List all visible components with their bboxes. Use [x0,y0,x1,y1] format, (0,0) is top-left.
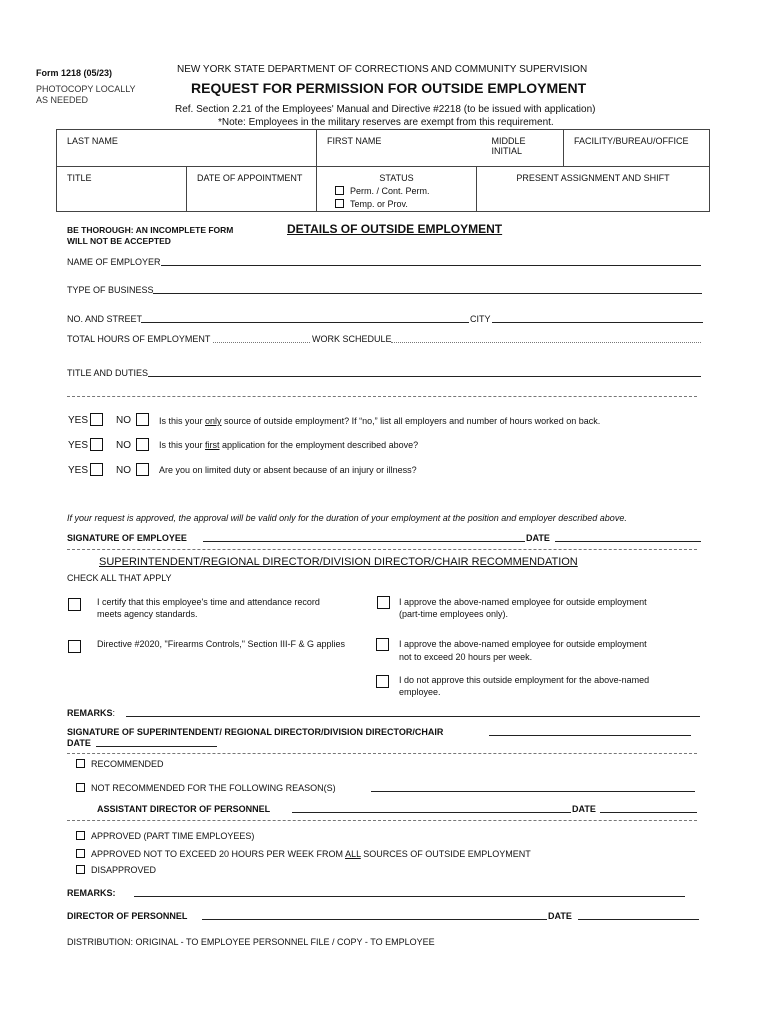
certify-text-line1: I certify that this employee's time and attendance record [97,597,320,607]
q2-no-checkbox[interactable] [136,438,149,451]
signature-employee-line[interactable] [203,541,525,542]
asst-director-line[interactable] [292,812,571,813]
directive-text: Directive #2020, "Firearms Controls," Section III-F & G applies [97,639,345,649]
photocopy-note-line2: AS NEEDED [36,95,89,105]
separator-3 [67,753,697,754]
recommendation-heading: SUPERINTENDENT/REGIONAL DIRECTOR/DIVISION DIRECTOR/CHAIR RECOMMENDATION [99,556,578,568]
q2-no-label: NO [116,440,131,451]
work-schedule-label: WORK SCHEDULE [312,334,392,344]
asst-director-label: ASSISTANT DIRECTOR OF PERSONNEL [97,804,271,814]
department-name: NEW YORK STATE DEPARTMENT OF CORRECTIONS AND COMMUNITY SUPERVISION [177,64,588,75]
director-personnel-line[interactable] [202,919,547,920]
title-duties-label: TITLE AND DUTIES [67,368,149,378]
director-date-label: DATE [548,911,572,921]
not-recommended-reason-line[interactable] [371,791,695,792]
status-option-temp[interactable]: Temp. or Prov. [327,199,466,209]
form-title: REQUEST FOR PERMISSION FOR OUTSIDE EMPLOYMENT [191,80,587,96]
not-approve-line1: I do not approve this outside employment for the above-named [399,675,650,685]
question-1: Is this your only source of outside employment? If “no,” list all employers and number of hours worked on back. [159,416,601,426]
business-type-line[interactable] [153,293,702,294]
check-all-label: CHECK ALL THAT APPLY [67,573,172,583]
title-field[interactable] [57,167,187,212]
separator-2 [67,549,697,550]
title-label: TITLE [67,173,92,183]
total-hours-line[interactable] [213,342,310,343]
director-date-line[interactable] [578,919,699,920]
distribution-note: DISTRIBUTION: ORIGINAL - TO EMPLOYEE PERSONNEL FILE / COPY - TO EMPLOYEE [67,937,435,947]
employer-name-label: NAME OF EMPLOYER [67,257,161,267]
employer-name-line[interactable] [161,265,701,266]
present-assignment-field[interactable] [477,167,710,212]
employee-info-grid [56,129,710,212]
thorough-warning-line2: WILL NOT BE ACCEPTED [67,236,171,246]
reference-text: Ref. Section 2.21 of the Employees' Manual and Directive #2218 (to be issued with application) [175,104,596,115]
first-name-field[interactable] [317,130,482,167]
street-line[interactable] [141,322,469,323]
approve-20-line2: not to exceed 20 hours per week. [399,652,533,662]
remarks-line-1[interactable] [126,716,700,717]
approve-parttime-line2: (part-time employees only). [399,609,509,619]
not-recommended-checkbox[interactable] [76,783,85,792]
approved-20-option[interactable]: APPROVED NOT TO EXCEED 20 HOURS PER WEEK FROM ALL SOURCES OF OUTSIDE EMPLOYMENT [76,849,531,859]
temp-checkbox[interactable] [335,199,344,208]
city-label: CITY [470,314,491,324]
street-label: NO. AND STREET [67,314,143,324]
last-name-label: LAST NAME [67,136,118,146]
first-name-label: FIRST NAME [327,136,382,146]
approved-parttime-checkbox[interactable] [76,831,85,840]
facility-label: FACILITY/BUREAU/OFFICE [574,136,689,146]
employee-date-line[interactable] [555,541,701,542]
approve-parttime-checkbox[interactable] [377,596,390,609]
status-option-perm[interactable]: Perm. / Cont. Perm. [327,186,466,196]
photocopy-note-line1: PHOTOCOPY LOCALLY [36,84,136,94]
q2-yes-label: YES [68,440,89,451]
asst-director-date-label: DATE [572,804,596,814]
recommended-option[interactable]: RECOMMENDED [76,759,164,769]
not-approve-checkbox[interactable] [376,675,389,688]
business-type-label: TYPE OF BUSINESS [67,285,154,295]
asst-director-date-line[interactable] [600,812,697,813]
middle-initial-field[interactable] [482,130,564,167]
form-number: Form 1218 (05/23) [36,68,113,78]
date-of-appointment-field[interactable] [187,167,317,212]
q3-no-label: NO [116,465,131,476]
q3-yes-label: YES [68,465,89,476]
director-personnel-label: DIRECTOR OF PERSONNEL [67,911,188,921]
not-recommended-option[interactable]: NOT RECOMMENDED FOR THE FOLLOWING REASON(S) [76,783,336,793]
separator-4 [67,820,697,821]
recommended-checkbox[interactable] [76,759,85,768]
approve-20-line1: I approve the above-named employee for outside employment [399,639,647,649]
status-label: STATUS [379,173,414,183]
approved-20-checkbox[interactable] [76,849,85,858]
remarks-line-2[interactable] [134,896,685,897]
disapproved-option[interactable]: DISAPPROVED [76,865,156,875]
q3-yes-checkbox[interactable] [90,463,103,476]
disapproved-checkbox[interactable] [76,865,85,874]
superintendent-date-label: DATE [67,738,91,748]
remarks-label-1: REMARKS: [67,708,116,718]
perm-checkbox[interactable] [335,186,344,195]
certify-text-line2: meets agency standards. [97,609,198,619]
approved-parttime-option[interactable]: APPROVED (PART TIME EMPLOYEES) [76,831,254,841]
separator-1 [67,396,697,397]
directive-checkbox[interactable] [68,640,81,653]
work-schedule-line[interactable] [391,342,701,343]
certify-checkbox[interactable] [68,598,81,611]
q1-no-label: NO [116,415,131,426]
approve-parttime-line1: I approve the above-named employee for outside employment [399,597,647,607]
details-heading: DETAILS OF OUTSIDE EMPLOYMENT [287,222,503,236]
employee-date-label: DATE [526,533,550,543]
approval-note: If your request is approved, the approval will be valid only for the duration of your employment at the position and employer described above. [67,513,627,523]
total-hours-label: TOTAL HOURS OF EMPLOYMENT [67,334,211,344]
status-field [317,167,477,212]
q3-no-checkbox[interactable] [136,463,149,476]
question-2: Is this your first application for the employment described above? [159,440,419,450]
q1-yes-label: YES [68,415,89,426]
last-name-field[interactable] [57,130,317,167]
facility-field[interactable] [564,130,710,167]
sig-superintendent-label: SIGNATURE OF SUPERINTENDENT/ REGIONAL DIRECTOR/DIVISION DIRECTOR/CHAIR [67,727,444,737]
superintendent-date-line[interactable] [96,746,217,747]
signature-employee-label: SIGNATURE OF EMPLOYEE [67,533,187,543]
date-of-appointment-label: DATE OF APPOINTMENT [197,173,303,183]
approve-20-checkbox[interactable] [376,638,389,651]
sig-superintendent-line[interactable] [489,735,691,736]
q2-yes-checkbox[interactable] [90,438,103,451]
military-note: *Note: Employees in the military reserves are exempt from this requirement. [218,117,554,128]
city-line[interactable] [492,322,703,323]
remarks-label-2: REMARKS: [67,888,116,898]
thorough-warning-line1: BE THOROUGH: AN INCOMPLETE FORM [67,225,234,235]
not-approve-line2: employee. [399,687,441,697]
middle-initial-label: MIDDLE INITIAL [491,136,526,156]
title-duties-line[interactable] [148,376,701,377]
present-assignment-label: PRESENT ASSIGNMENT AND SHIFT [516,173,670,183]
q1-no-checkbox[interactable] [136,413,149,426]
q1-yes-checkbox[interactable] [90,413,103,426]
question-3: Are you on limited duty or absent because of an injury or illness? [159,465,417,475]
